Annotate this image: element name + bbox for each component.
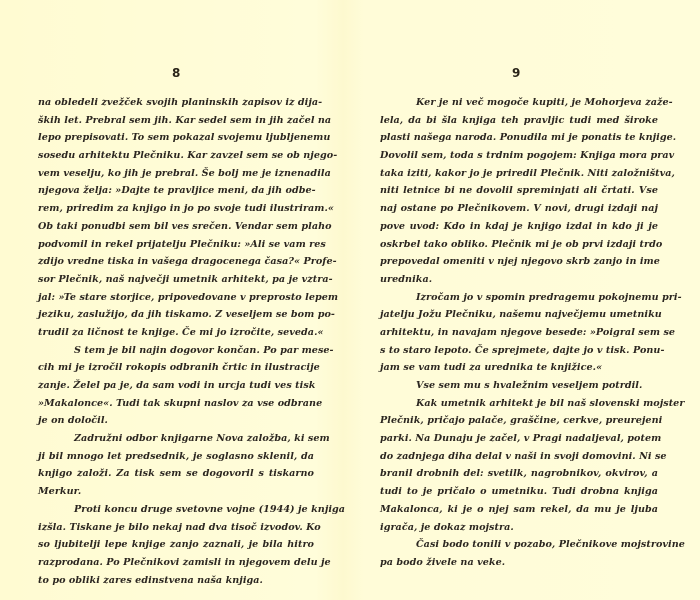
paragraph [380,94,677,289]
text-line: taka iziti, kakor jo je priredil Plečnik. Niti založništva, [380,167,675,179]
text-line: Vse sem mu s hvaležnim veseljem potrdil. [416,380,643,391]
text-line: urednika. [380,273,433,285]
text-line: branil drobnih del: svetilk, nagrobnikov, okvirov, a [380,468,658,480]
text-line: parki. Na Dunaju je začel, v Pragi nadaljeval, potem [380,433,662,445]
text-line: je on določil. [38,415,108,427]
paragraph [380,377,658,395]
text-line: Merkur. [38,486,82,498]
text-line: jatelju Jožu Plečniku, našemu največjemu umetniku [380,309,662,321]
text-line: to po obliki zares edinstvena naša knjiga. [38,574,263,586]
paragraph [38,342,334,430]
text-line: Dovolil sem, toda s trdnim pogojem: Knjiga mora prav [380,150,675,162]
page-text [380,94,685,572]
text-line: »Makalonce«. Tudi tak skupni naslov za vse odbrane [38,397,323,409]
text-line: njegova želja: »Dajte te pravljice meni, da jih odbe- [38,185,316,197]
text-line: pa bodo živele na veke. [380,556,506,568]
text-line: s to staro lepoto. Če sprejmete, dajte jo v tisk. Ponu- [380,344,665,356]
paragraph [38,501,346,589]
text-line: ji bil mnogo let predsednik, je soglasno sklenil, da [38,450,314,462]
paragraph [380,289,682,377]
text-line: Izročam jo v spomin predragemu pokojnemu pri- [416,291,682,303]
text-line: so ljubitelji lepe knjige zanjo zaznali, je bila hitro [38,539,314,551]
text-line: niti letnice bi ne dovolil spreminjati ali črtati. Vse [380,185,658,197]
text-line: lepo prepisovati. To sem pokazal svojemu ljubljenemu [38,132,331,144]
text-line: naj ostane po Plečnikovem. V novi, drugi izdaji naj [380,203,658,215]
text-line: ških let. Prebral sem jih. Kar sedel sem in jih začel na [38,114,332,126]
page-number: 8 [172,66,181,80]
text-line: vem veselju, ko jih je prebral. Še bolj me je iznenadila [38,167,331,179]
text-line: Zadružni odbor knjigarne Nova založba, ki sem [74,433,330,445]
text-line: knjigo založi. Za tisk sem se dogovoril s tiskarno [38,468,314,480]
text-line: S tem je bil najin dogovor končan. Po par mese- [74,344,334,356]
text-line: tudi to je pričalo o umetniku. Tudi drobna knjiga [380,486,658,498]
text-line: na obledeli zvežček svojih planinskih zapisov iz dija- [38,97,323,108]
text-line: Ob taki ponudbi sem bil ves srečen. Vendar sem plaho [38,220,332,232]
paragraph [380,395,685,537]
paragraph [38,430,330,501]
text-line: Časi bodo tonili v pozabo, Plečnikove mojstrovine [416,539,685,551]
text-line: Plečnik, pričajo palače, graščine, cerkve, preurejeni [380,415,663,427]
text-line: igrača, je dokaz mojstra. [380,521,514,533]
text-line: plasti našega naroda. Ponudila mi je ponatis te knjige. [380,132,677,144]
page-text [38,94,346,589]
text-line: jeziku, zaslužijo, da jih tiskamo. Z veseljem se bom po- [38,309,335,321]
text-line: pove uvod: Kdo in kdaj je knjigo izdal in kdo ji je [380,220,658,232]
text-line: zdijo vredne tiska in vašega dragocenega časa?« Profe- [38,256,337,268]
text-line: rem, priredim za knjigo in jo po svoje tudi ilustriram.« [38,203,334,215]
text-line: jam se vam tudi za urednika te knjižice.« [380,362,603,374]
text-line: Ker je ni več mogoče kupiti, je Mohorjeva zaže- [416,97,673,108]
text-line: cih mi je izročil rokopis odbranih črtic in ilustracije [38,362,320,374]
text-line: do zadnjega diha delal v naši in svoji domovini. Ni se [380,450,667,462]
page-right [350,0,700,600]
paragraph [380,536,685,571]
text-line: Kak umetnik arhitekt je bil naš slovenski mojster [416,397,685,409]
text-line: Makalonca, ki je o njej sam rekel, da mu je ljuba [380,503,658,515]
text-line: trudil za ličnost te knjige. Če mi jo izročite, seveda.« [38,326,324,338]
paragraph [38,94,339,342]
page-number: 9 [512,66,521,80]
text-line: lela, da bi šla knjiga teh pravljic tudi med široke [380,114,658,126]
text-line: sor Plečnik, naš največji umetnik arhitekt, pa je vztra- [38,273,333,285]
text-line: zanje. Želel pa je, da sam vodi in urcja tudi ves tisk [38,380,316,391]
text-line: podvomil in rekel prijatelju Plečniku: »Ali se vam res [38,238,326,250]
text-line: arhitektu, in navajam njegove besede: »Poigral sem se [380,326,676,338]
text-line: izšla. Tiskane je bilo nekaj nad dva tisoč izvodov. Ko [38,521,321,533]
text-line: razprodana. Po Plečnikovi zamisli in njegovem delu je [38,556,331,568]
text-line: prepovedal omeniti v njej njegovo skrb zanjo in ime [380,256,660,268]
text-line: Proti koncu druge svetovne vojne (1944) je knjiga [74,503,346,515]
text-line: sosedu arhitektu Plečniku. Kar zavzel sem se ob njego- [38,150,338,162]
text-line: oskrbel tako obliko. Plečnik mi je ob prvi izdaji trdo [380,238,663,250]
text-line: jal: »Te stare storjice, pripovedovane v preprosto lepem [38,291,339,303]
